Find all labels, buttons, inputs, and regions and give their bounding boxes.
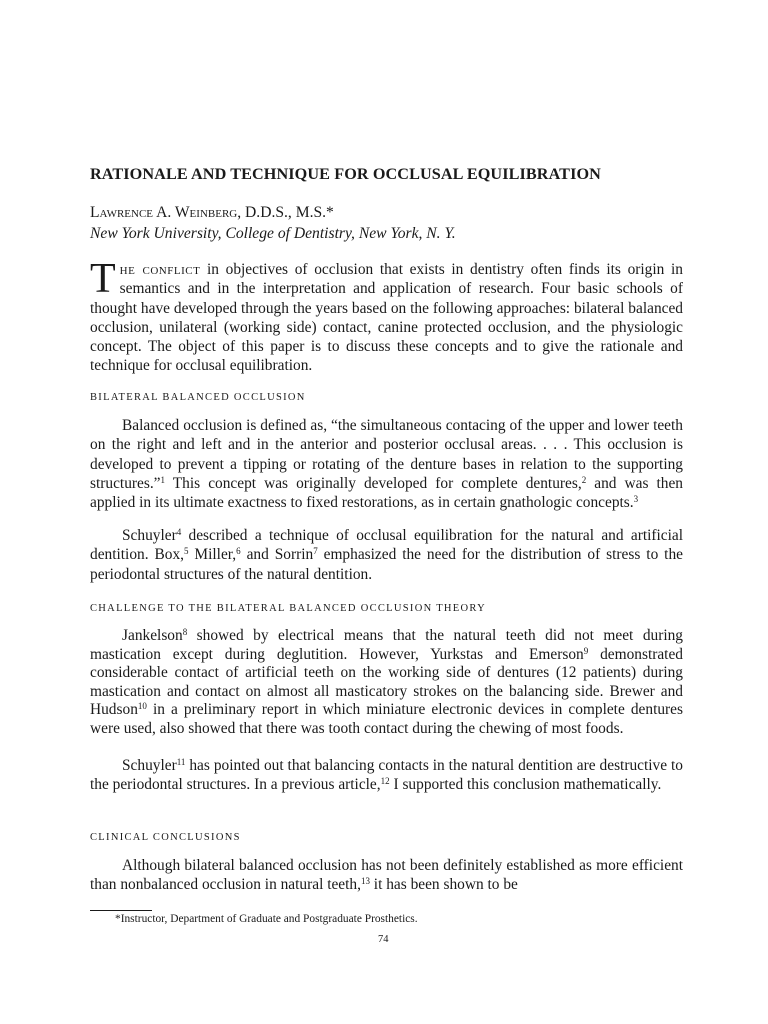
section-heading-challenge: CHALLENGE TO THE BILATERAL BALANCED OCCLUSION THEORY	[90, 603, 487, 614]
citation-ref: 1	[160, 474, 166, 485]
author-name: Lawrence A. Weinberg,	[90, 204, 242, 221]
text-run: it has been shown to be	[369, 876, 518, 894]
text-run: Balanced occlusion is defined as, “the simultaneous contacing of the upper and lower teeth on the right and left and in the anterior and posterior occlusal areas. . . . This occlusion is developed to prevent a tipping or rotating of the denture bases in relation to the supporting structures.”	[90, 417, 683, 492]
citation-ref: 6	[236, 546, 241, 557]
text-run: Jankelson	[122, 627, 183, 644]
text-run: in a preliminary report in which miniature electronic devices in complete dentures were used, also showed that there was tooth contact during the chewing of most foods.	[90, 701, 683, 737]
text-run: This concept was originally developed for complete dentures,	[165, 474, 582, 492]
text-run: described a technique of occlusal equilibration for the natural and artificial dentition. Box,	[90, 527, 683, 564]
drop-cap: T	[90, 256, 116, 302]
text-run: and was then applied in its ultimate exactness to fixed restorations, as in certain gnathologic concepts.	[90, 474, 683, 512]
citation-ref: 13	[360, 876, 370, 887]
section-heading-bilateral: BILATERAL BALANCED OCCLUSION	[90, 392, 306, 403]
challenge-paragraph-2	[90, 757, 683, 794]
text-run: demonstrated considerable contact of artificial teeth on the working side of dentures (12 patients) during mastication and contact on almost all masticatory strokes on the balancing side. Brewer and Hudson	[90, 645, 683, 719]
text-run: Although bilateral balanced occlusion has not been definitely established as more efficient than nonbalanced occlusion in natural teeth,	[90, 857, 683, 894]
clinical-paragraph-1	[90, 856, 683, 895]
text-run: showed by electrical means that the natural teeth did not meet during mastication except during deglutition. However, Yurkstas and Emerson	[90, 627, 683, 663]
article-title: RATIONALE AND TECHNIQUE FOR OCCLUSAL EQUILIBRATION	[90, 165, 601, 183]
text-run: Miller,	[188, 546, 237, 564]
footnote: *Instructor, Department of Graduate and Postgraduate Prosthetics.	[115, 913, 418, 925]
text-run: Schuyler	[122, 527, 177, 544]
bilateral-paragraph-1	[90, 416, 683, 512]
text-run: I supported this conclusion mathematically.	[389, 775, 662, 793]
citation-ref: 9	[583, 645, 589, 656]
text-run: has pointed out that balancing contacts in the natural dentition are destructive to the periodontal structures. In a previous article,	[90, 757, 683, 793]
intro-lead-smallcaps: he conflict	[119, 261, 201, 278]
citation-ref: 2	[581, 474, 587, 485]
intro-paragraph	[90, 256, 684, 376]
citation-ref: 11	[176, 757, 186, 767]
text-run: emphasized the need for the distribution of stress to the periodontal structures of the natural dentition.	[90, 546, 683, 583]
citation-ref: 8	[182, 627, 188, 637]
bilateral-paragraph-2	[90, 526, 683, 584]
footnote-divider	[90, 910, 152, 911]
page-number: 74	[378, 934, 389, 945]
intro-text: in objectives of occlusion that exists in dentistry often finds its origin in semantics and in the interpretation and application of research. Four basic schools of thought have developed through the years based on the following approaches: bilateral balanced occlusion, unilateral (working side) contact, canine protected occlusion, and the physiologic concept. The object of this paper is to discuss these concepts and to give the rationale and technique for occlusal equilibration.	[90, 261, 684, 375]
citation-ref: 12	[380, 775, 390, 786]
challenge-paragraph-1	[90, 627, 683, 739]
author-line	[90, 204, 334, 222]
text-run: Schuyler	[122, 757, 177, 774]
citation-ref: 5	[184, 546, 189, 557]
citation-ref: 3	[633, 494, 639, 505]
citation-ref: 10	[137, 701, 147, 712]
citation-ref: 4	[176, 527, 182, 537]
citation-ref: 7	[313, 546, 318, 557]
author-affiliation: New York University, College of Dentistry, New York, N. Y.	[90, 225, 456, 242]
section-heading-clinical: CLINICAL CONCLUSIONS	[90, 832, 241, 843]
author-degrees: D.D.S., M.S.*	[245, 204, 334, 221]
text-run: and Sorrin	[240, 546, 314, 564]
